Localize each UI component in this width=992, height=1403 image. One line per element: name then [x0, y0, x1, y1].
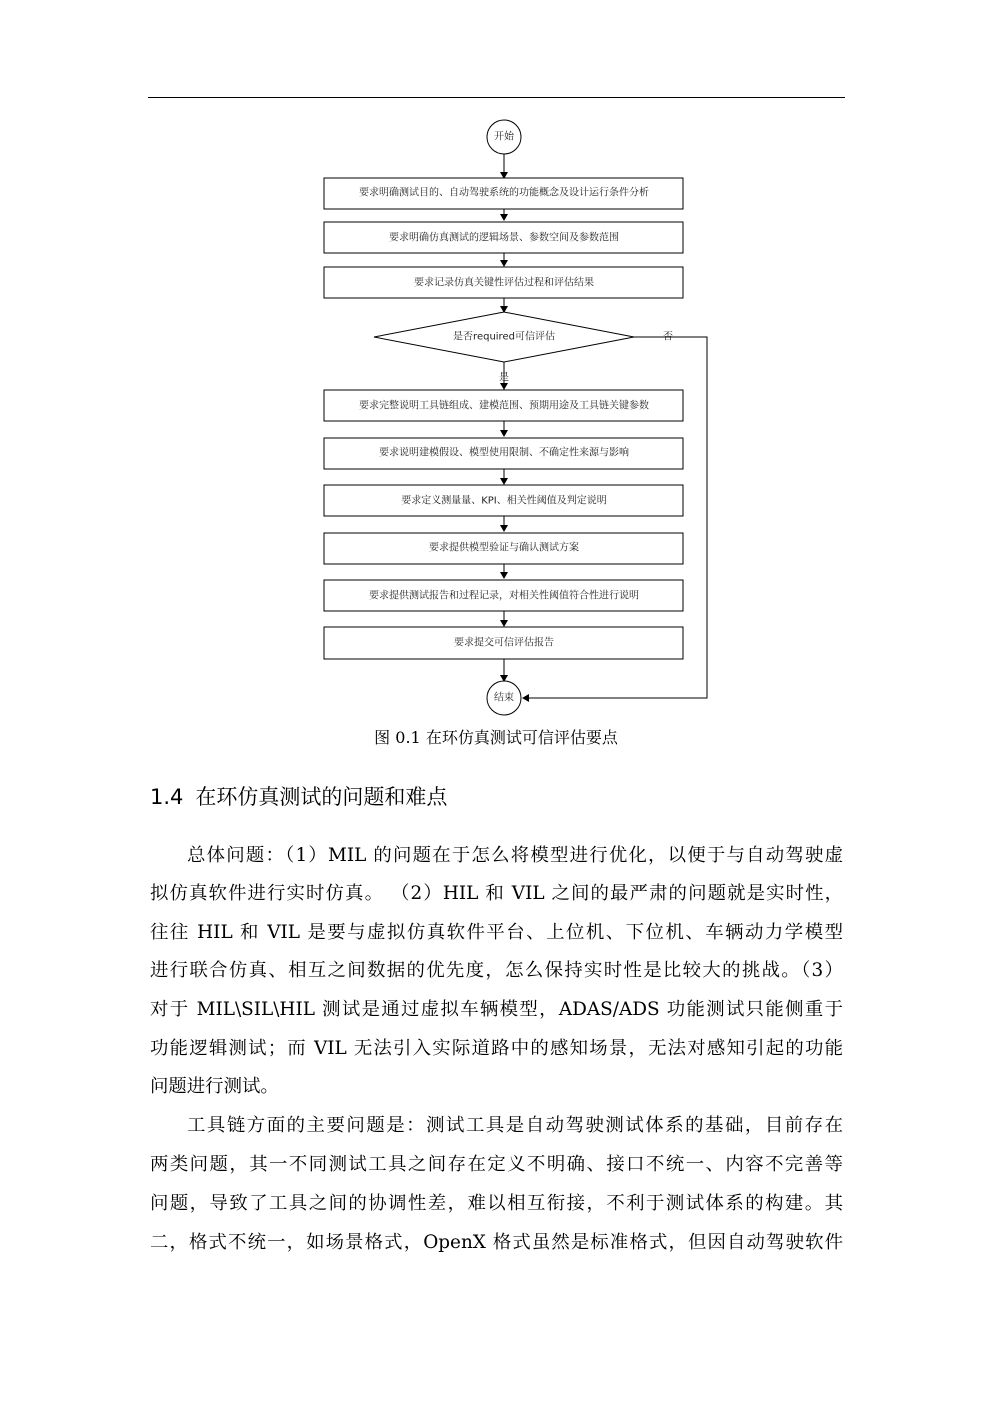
step6-label: 要求定义测量量、KPI、相关性阈值及判定说明	[401, 495, 607, 507]
decision-label: 是否required可信评估	[453, 331, 555, 343]
figure-caption-number: 图 0.1	[374, 728, 421, 747]
paragraph-1-line-7: 问题进行测试。	[150, 1076, 279, 1097]
section-number: 1.4	[150, 785, 184, 809]
figure-caption	[0, 728, 992, 748]
paragraph-2-line-4: 二，格式不统一，如场景格式，OpenX 格式虽然是标准格式，但因自动驾驶软件	[150, 1232, 843, 1253]
no-branch-label: 否	[663, 331, 673, 343]
paragraph-1-line-1: 总体问题：（1）MIL 的问题在于怎么将模型进行优化，以便于与自动驾驶虚	[187, 845, 843, 866]
step1-label: 要求明确测试目的、自动驾驶系统的功能概念及设计运行条件分析	[359, 187, 649, 199]
step2-label: 要求明确仿真测试的逻辑场景、参数空间及参数范围	[389, 232, 619, 244]
end-label: 结束	[494, 692, 514, 704]
step3-label: 要求记录仿真关键性评估过程和评估结果	[414, 277, 594, 289]
step4-label: 要求完整说明工具链组成、建模范围、预期用途及工具链关键参数	[359, 400, 649, 412]
yes-branch-label: 是	[499, 372, 509, 384]
step8-label: 要求提供测试报告和过程记录，对相关性阈值符合性进行说明	[369, 590, 639, 602]
paragraph-2-line-2: 两类问题，其一不同测试工具之间存在定义不明确、接口不统一、内容不完善等	[150, 1154, 843, 1175]
step7-label: 要求提供模型验证与确认测试方案	[429, 542, 579, 554]
start-label: 开始	[494, 131, 514, 143]
step5-label: 要求说明建模假设、模型使用限制、不确定性来源与影响	[379, 447, 629, 459]
paragraph-1-line-6: 功能逻辑测试；而 VIL 无法引入实际道路中的感知场景，无法对感知引起的功能	[150, 1038, 843, 1059]
paragraph-1-line-3: 往往 HIL 和 VIL 是要与虚拟仿真软件平台、上位机、下位机、车辆动力学模型	[150, 922, 843, 943]
section-heading	[150, 784, 447, 810]
figure-caption-text: 在环仿真测试可信评估要点	[425, 728, 618, 747]
paragraph-2-line-1: 工具链方面的主要问题是：测试工具是自动驾驶测试体系的基础，目前存在	[187, 1115, 843, 1136]
paragraph-1-line-4: 进行联合仿真、相互之间数据的优先度，怎么保持实时性是比较大的挑战。（3）	[150, 960, 843, 981]
paragraph-2-line-3: 问题，导致了工具之间的协调性差，难以相互衔接，不利于测试体系的构建。其	[150, 1193, 843, 1214]
section-title: 在环仿真测试的问题和难点	[195, 785, 448, 809]
step9-label: 要求提交可信评估报告	[454, 637, 554, 649]
paragraph-1-line-5: 对于 MIL\SIL\HIL 测试是通过虚拟车辆模型，ADAS/ADS 功能测试只能侧重于	[150, 999, 843, 1020]
paragraph-1-line-2: 拟仿真软件进行实时仿真。 （2）HIL 和 VIL 之间的最严肃的问题就是实时性，	[150, 883, 843, 904]
